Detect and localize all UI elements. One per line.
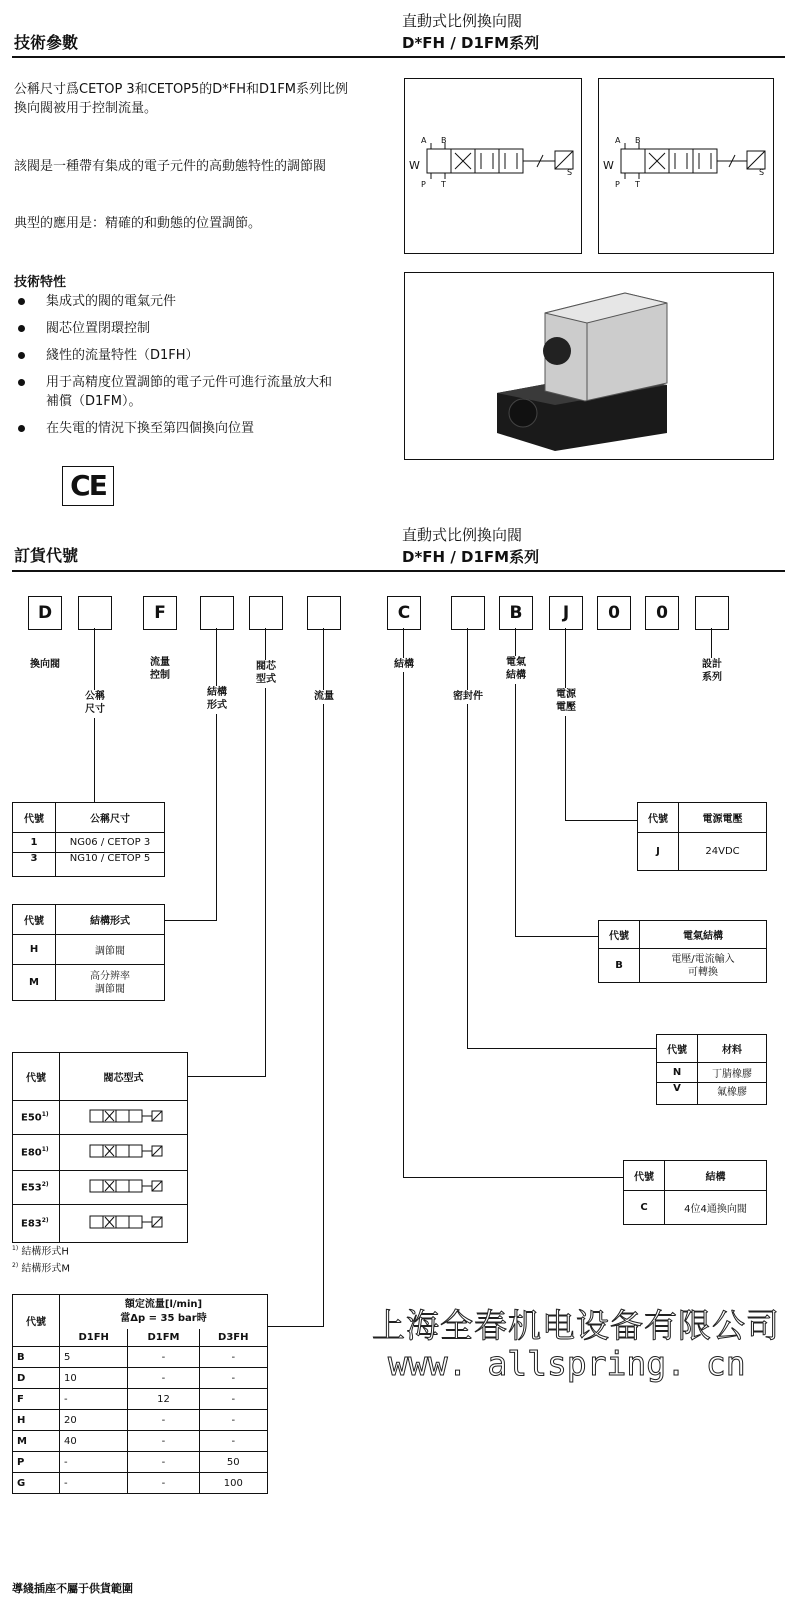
- connector: [403, 1177, 623, 1178]
- feature-list: [0, 292, 400, 446]
- code-box-zero-1: 0: [597, 596, 631, 630]
- code-box-flow-control: F: [143, 596, 177, 630]
- connector: [216, 714, 217, 920]
- spool-symbol: [84, 1177, 164, 1195]
- footer-note: 導綫插座不屬于供貨範圍: [12, 1582, 133, 1595]
- connector: [515, 936, 598, 937]
- connector: [467, 628, 468, 690]
- label-electrical: 電氣 結構: [506, 657, 526, 681]
- connector: [265, 688, 266, 1076]
- hydraulic-symbol-box-1: [404, 78, 582, 254]
- features-title: 技術特性: [14, 275, 67, 290]
- connector: [188, 1076, 266, 1077]
- port-b-label: B: [635, 136, 641, 145]
- label-series: 設計 系列: [702, 659, 722, 683]
- label-valve: 換向閥: [30, 659, 60, 670]
- voltage-table: 代號 電源電壓 J 24VDC: [637, 802, 767, 871]
- footnote-1: $^{1)}$ 結構形式H: [12, 1245, 69, 1258]
- code-box-design: [200, 596, 234, 630]
- section1-divider: [12, 56, 785, 58]
- port-t-label: T: [635, 180, 640, 189]
- feature-item-line2: 補償（D1FM）。: [46, 394, 142, 409]
- connector: [515, 628, 516, 656]
- ce-mark: CE: [62, 466, 114, 506]
- label-size: 公稱 尺寸: [85, 691, 105, 715]
- connector: [265, 628, 266, 660]
- section1-title: 技術參數: [14, 33, 79, 52]
- watermark-company: 上海全春机电设备有限公司: [372, 1306, 780, 1345]
- code-box-size: [78, 596, 112, 630]
- connector: [216, 628, 217, 686]
- section1-series-line1: 直動式比例換向閥: [402, 12, 523, 30]
- spring-label: W: [409, 159, 420, 172]
- spring-label: W: [603, 159, 614, 172]
- code-box-electrical: B: [499, 596, 533, 630]
- material-table: 代號 材料 N 丁腈橡膠 V 氟橡膠: [656, 1034, 767, 1105]
- code-box-structure: C: [387, 596, 421, 630]
- label-seal: 密封件: [453, 691, 483, 702]
- label-structure: 結構: [394, 659, 414, 670]
- spool-table: 代號 閥芯型式 E50$^{1)}$ E80$^{1)}$ E53$^{2)}$ E83$^{2)}$: [12, 1052, 188, 1243]
- label-flow: 流量: [314, 691, 334, 702]
- structure-table: 代號 結構 C 4位4通換向閥: [623, 1160, 767, 1225]
- watermark-url: www. allspring. cn: [388, 1344, 746, 1383]
- electrical-table: 代號 電氣結構 B 電壓/電流輸入 可轉換: [598, 920, 767, 983]
- connector: [515, 684, 516, 936]
- valve-symbol-1: [405, 79, 581, 253]
- connector: [403, 628, 404, 658]
- port-a-label: A: [421, 136, 427, 145]
- connector: [467, 1048, 656, 1049]
- label-voltage: 電源 電壓: [556, 689, 576, 713]
- code-box-zero-2: 0: [645, 596, 679, 630]
- footnote-2: $^{2)}$ 結構形式M: [12, 1262, 70, 1275]
- connector: [94, 718, 95, 802]
- spool-symbol: [84, 1213, 164, 1231]
- section2-series-line2: D*FH / D1FM系列: [402, 548, 540, 566]
- design-table: 代號 結構形式 H 調節閥 M 高分辨率 調節閥: [12, 904, 165, 1001]
- section2-series-line1: 直動式比例換向閥: [402, 526, 523, 544]
- product-photo-box: [404, 272, 774, 460]
- flow-table: 代號 額定流量[l/min] 當Δp = 35 bar時 D1FH D1FM D3FH B 5 - - D 10 - - F - 12 - H 20 - - M 40 - - P - - 50 G - - 100: [12, 1294, 268, 1494]
- connector: [565, 628, 566, 688]
- code-box-series: [695, 596, 729, 630]
- spool-symbol: [84, 1107, 164, 1125]
- code-box-valve: D: [28, 596, 62, 630]
- connector: [565, 716, 566, 820]
- feature-item: [0, 373, 400, 411]
- connector: [164, 920, 217, 921]
- connector: [323, 704, 324, 1326]
- port-p-label: P: [615, 180, 620, 189]
- port-p-label: P: [421, 180, 426, 189]
- connector: [467, 704, 468, 1048]
- connector: [711, 628, 712, 658]
- spool-symbol: [84, 1142, 164, 1160]
- solenoid-s-label: S: [567, 168, 573, 177]
- section1-series-line2: D*FH / D1FM系列: [402, 34, 540, 52]
- code-box-seal: [451, 596, 485, 630]
- hydraulic-symbol-box-2: [598, 78, 774, 254]
- connector: [403, 672, 404, 1177]
- feature-item: 集成式的閥的電氣元件: [0, 292, 400, 311]
- label-flow-control: 流量 控制: [150, 657, 170, 681]
- label-spool: 閥芯 型式: [256, 661, 276, 685]
- port-a-label: A: [615, 136, 621, 145]
- label-design: 結構 形式: [207, 687, 227, 711]
- valve-symbol-2: [599, 79, 773, 253]
- intro-line-1: 公稱尺寸爲CETOP 3和CETOP5的D*FH和D1FM系列比例: [14, 82, 349, 97]
- spool-footnotes: [12, 1242, 70, 1277]
- connector: [323, 628, 324, 690]
- feature-item-line1: 用于高精度位置調節的電子元件可進行流量放大和: [46, 375, 333, 390]
- section2-divider: [12, 570, 785, 572]
- solenoid-s-label: S: [759, 168, 765, 177]
- valve-product-image: [405, 273, 773, 459]
- port-b-label: B: [441, 136, 447, 145]
- intro-text: [14, 80, 394, 118]
- connector: [268, 1326, 324, 1327]
- feature-item: 閥芯位置閉環控制: [0, 319, 400, 338]
- feature-item: 綫性的流量特性（D1FH）: [0, 346, 400, 365]
- connector: [565, 820, 637, 821]
- code-box-flow: [307, 596, 341, 630]
- port-t-label: T: [441, 180, 446, 189]
- para-2: 該閥是一種帶有集成的電子元件的高動態特性的調節閥: [14, 159, 327, 174]
- feature-item: 在失電的情況下換至第四個換向位置: [0, 419, 400, 438]
- code-box-voltage: J: [549, 596, 583, 630]
- code-box-spool: [249, 596, 283, 630]
- para-3: 典型的應用是：精確的和動態的位置調節。: [14, 216, 262, 231]
- size-table: 代號 公稱尺寸 1 NG06 / CETOP 3 3 NG10 / CETOP 5: [12, 802, 165, 877]
- intro-line-2: 換向閥被用于控制流量。: [14, 101, 158, 116]
- section2-title: 訂貨代號: [14, 546, 79, 565]
- connector: [94, 628, 95, 690]
